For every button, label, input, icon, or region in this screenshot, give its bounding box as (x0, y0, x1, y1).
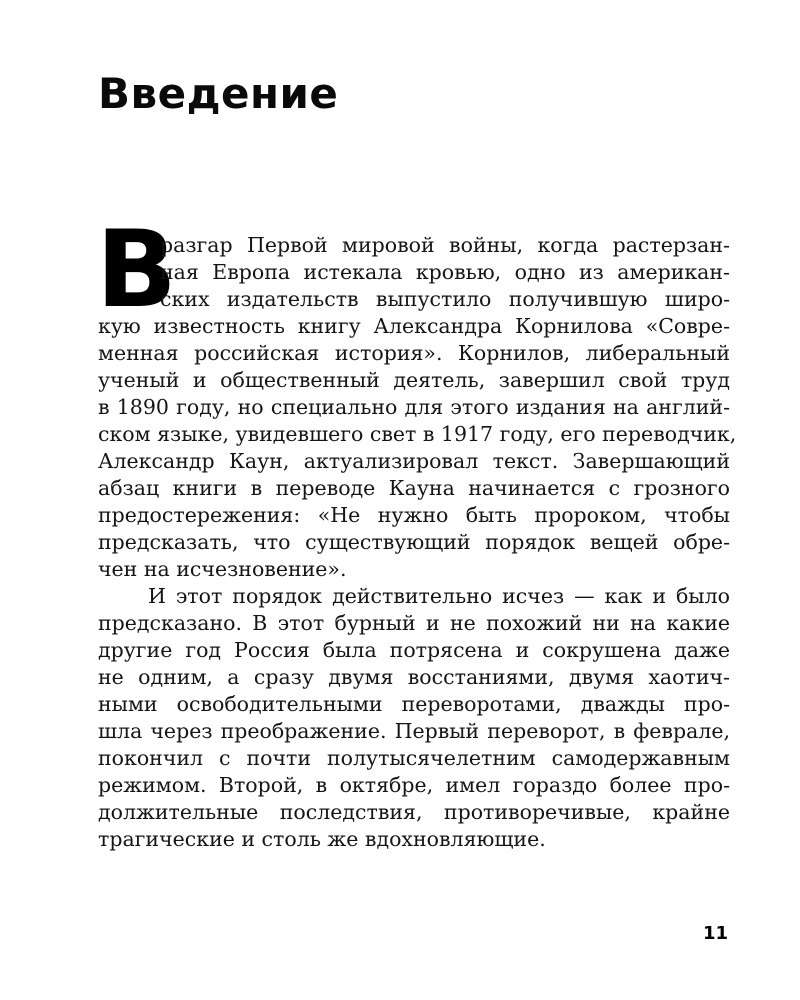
text-line: ными освободительными переворотами, дважды про- (98, 692, 730, 716)
text-line: Александр Каун, актуализировал текст. Завершающий (98, 449, 730, 473)
text-line: кую известность книгу Александра Корнилова «Совре- (98, 314, 730, 338)
text-line: ная Европа истекала кровью, одно из американ- (160, 260, 730, 284)
text-line: должительные последствия, противоречивые, крайне (98, 800, 730, 824)
body-text (98, 232, 737, 853)
text-line: покончил с почти полутысячелетним самодержавным (98, 746, 730, 770)
text-line: другие год Россия была потрясена и сокрушена даже (98, 638, 730, 662)
text-line: абзац книги в переводе Кауна начинается с грозного (98, 476, 730, 500)
text-line: предсказано. В этот бурный и не похожий ни на какие (98, 611, 730, 635)
text-line: предостережения: «Не нужно быть пророком, чтобы (98, 503, 730, 527)
text-line: разгар Первой мировой войны, когда растерзан- (160, 233, 730, 257)
text-line: ских издательств выпустило получившую широ- (160, 287, 730, 311)
page-number: 11 (702, 923, 728, 944)
text-line: не одним, а сразу двумя восстаниями, двумя хаотич- (98, 665, 730, 689)
text-line: предсказать, что существующий порядок вещей обре- (98, 530, 730, 554)
chapter-title: Введение (98, 69, 339, 118)
text-line: чен на исчезновение». (98, 557, 347, 581)
text-line: в 1890 году, но специально для этого издания на англий- (98, 395, 730, 419)
text-line: ученый и общественный деятель, завершил свой труд (98, 368, 730, 392)
text-line: режимом. Второй, в октябре, имел гораздо более про- (98, 773, 730, 797)
text-line: ском языке, увидевшего свет в 1917 году, его переводчик, (98, 422, 737, 446)
text-line: шла через преображение. Первый переворот, в феврале, (98, 719, 730, 743)
drop-cap: В (96, 208, 177, 331)
text-line: трагические и столь же вдохновляющие. (98, 827, 546, 851)
text-line: менная российская история». Корнилов, либеральный (98, 341, 730, 365)
text-line: И этот порядок действительно исчез — как и было (148, 584, 730, 608)
